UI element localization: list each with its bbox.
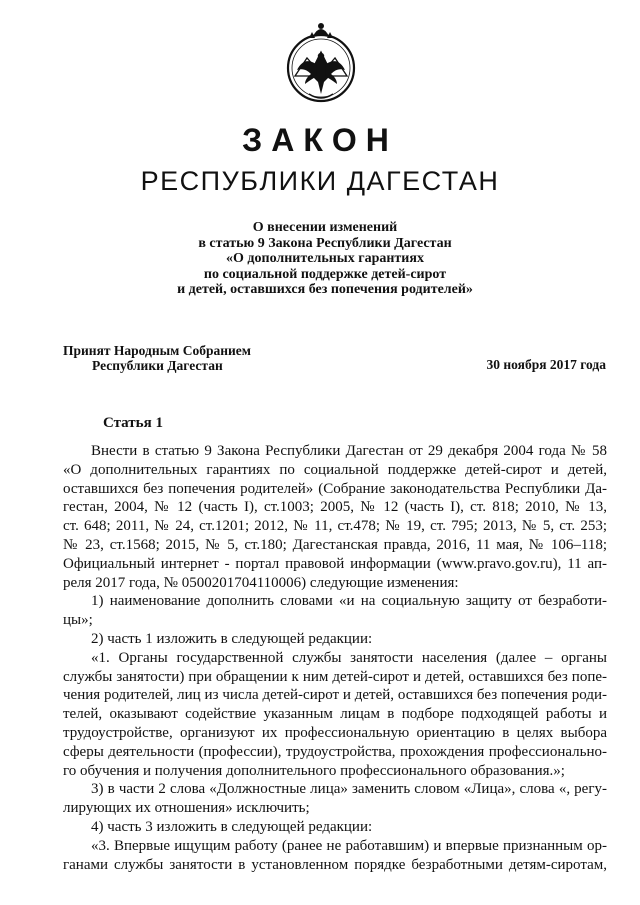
article-text-line: цы»; — [63, 612, 93, 629]
law-title-line: О внесении изменений — [252, 220, 398, 235]
article-text-line: «1. Органы государственной службы занятости населения (далее – органы — [91, 649, 607, 666]
article-text-line: № 23, ст.1568; 2015, № 5, ст.180; Дагестанская правда, 2016, 11 мая, № 106–118; — [63, 536, 607, 553]
article-text-line: трудоустройстве, организуют их профессиональную ориентацию в целях выбора — [63, 724, 607, 741]
article-text-line: чения родителей, лиц из числа детей-сирот и детей, оставшихся без попечения роди- — [63, 687, 607, 704]
article-text-line: «3. Впервые ищущим работу (ранее не работавшим) и впервые признанным ор- — [91, 837, 607, 854]
article-text-line: реля 2017 года, № 0500201704110006) следующие изменения: — [63, 574, 459, 591]
article-text-line: лирующих их отношения» исключить; — [63, 800, 310, 817]
article-text-line: Официальный интернет - портал правовой информации (www.pravo.gov.ru), 11 ап- — [63, 555, 607, 572]
adoption-note — [63, 343, 251, 373]
law-title-line: в статью 9 Закона Республики Дагестан — [198, 235, 452, 251]
law-title-line: по социальной поддержке детей-сирот — [203, 266, 447, 282]
article-body — [63, 442, 607, 874]
coat-of-arms-icon — [283, 18, 359, 108]
article-text-line: Внести в статью 9 Закона Республики Дагестан от 29 декабря 2004 года № 58 — [91, 443, 607, 459]
article-text-line: гестан, 2004, № 12 (часть I), ст.1003; 2005, № 12 (часть I), ст. 818; 2010, № 13, — [63, 499, 607, 516]
adoption-line-2: Республики Дагестан — [92, 358, 223, 373]
article-text-line: телей, оказывают содействие указанным лицам в подборе подходящей работы и — [63, 706, 607, 723]
article-text-line: 4) часть 3 изложить в следующей редакции: — [91, 818, 373, 835]
article-text-line: сферы деятельности (профессии), трудоустройства, прохождения профессионально- — [63, 743, 607, 760]
adoption-date: 30 ноября 2017 года — [486, 357, 606, 372]
document-title: ЗАКОН — [242, 122, 398, 158]
article-text-line: 1) наименование дополнить словами «и на социальную защиту от безработи- — [91, 593, 607, 610]
article-text-line: службы занятости) при обращении к ним детей-сирот и детей, оставшихся без попе- — [63, 668, 607, 685]
article-text-line: оставшихся без попечения родителей» (Собрание законодательства Республики Да- — [63, 480, 607, 497]
article-text-line: го обучения и получения дополнительного профессионального образования.»; — [63, 762, 565, 779]
article-text-line: 2) часть 1 изложить в следующей редакции: — [91, 630, 373, 647]
law-title-line: и детей, оставшихся без попечения родителей» — [177, 282, 473, 297]
article-text-line: ст. 648; 2011, № 24, ст.1201; 2012, № 11, ст.478; № 19, ст. 795; 2013, № 5, ст. 253; — [63, 518, 607, 535]
law-title — [100, 220, 550, 298]
article-text-line: 3) в части 2 слова «Должностные лица» заменить словом «Лица», слова «, регу- — [91, 781, 607, 798]
adoption-line-1: Принят Народным Собранием — [63, 343, 251, 358]
article-heading: Статья 1 — [103, 415, 163, 431]
article-text-line: ганами службы занятости в установленном порядке безработными детям-сиротам, — [63, 856, 607, 873]
document-subtitle: РЕСПУБЛИКИ ДАГЕСТАН — [140, 166, 500, 196]
law-title-line: «О дополнительных гарантиях — [226, 251, 424, 266]
article-text-line: «О дополнительных гарантиях по социальной поддержке детей-сирот и детей, — [63, 461, 607, 478]
